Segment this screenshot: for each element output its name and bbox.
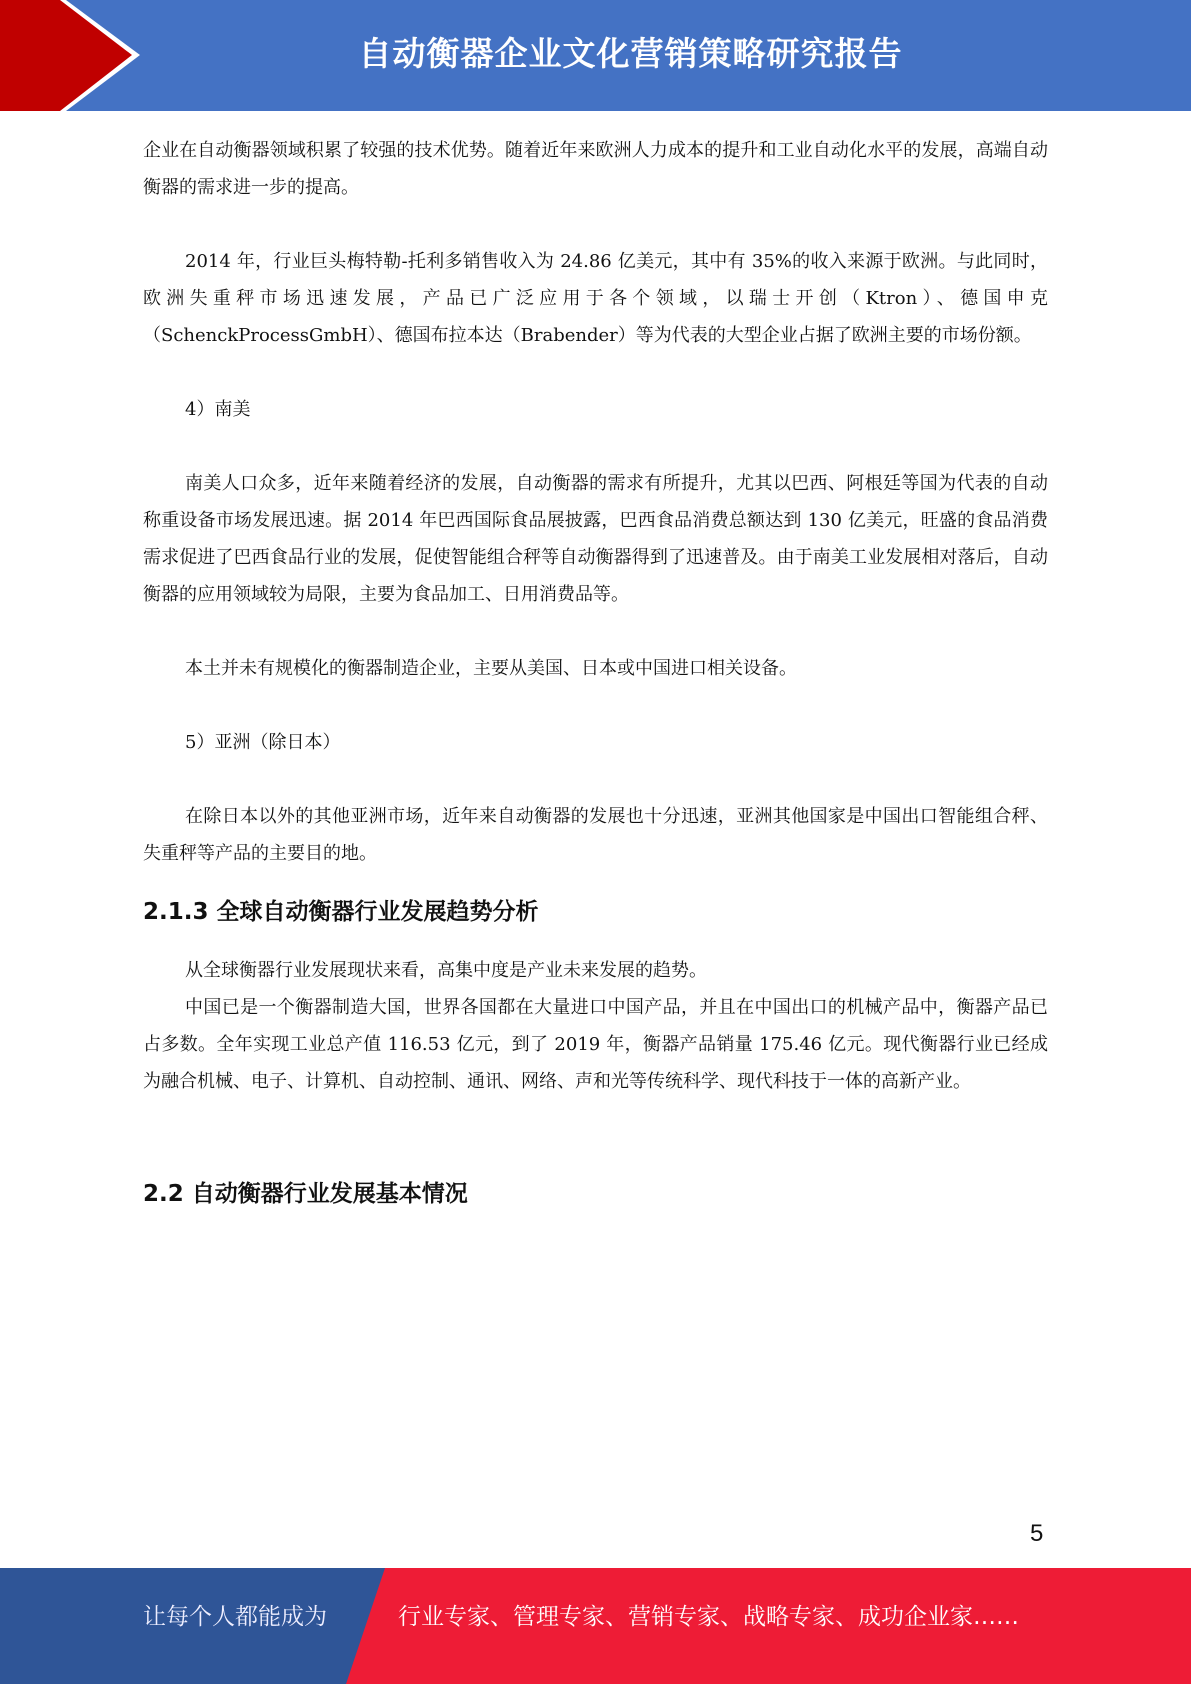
footer-slogan-right: 行业专家、管理专家、营销专家、战略专家、成功企业家…… xyxy=(398,1604,1019,1630)
footer-slogan-left: 让每个人都能成为 xyxy=(143,1604,327,1630)
subheading-south-america: 4）南美 xyxy=(185,399,251,420)
section-heading-2-2: 2.2 自动衡器行业发展基本情况 xyxy=(143,1181,468,1207)
paragraph: 从全球衡器行业发展现状来看，高集中度是产业未来发展的趋势。 xyxy=(185,960,707,981)
page-content xyxy=(143,132,1048,1214)
page-number: 5 xyxy=(1030,1520,1044,1547)
paragraph: 中国已是一个衡器制造大国，世界各国都在大量进口中国产品，并且在中国出口的机械产品中，衡器产品已占多数。全年实现工业总产值 116.53 亿元，到了 2019 年，衡器产品销量 175.46 亿元。现代衡器行业已经成为融合机械、电子、计算机、自动控制、通讯、网络、声和光等传统科学、现代科技于一体的高新产业。 xyxy=(143,997,1048,1092)
page-header xyxy=(0,0,1191,111)
paragraph: 企业在自动衡器领域积累了较强的技术优势。随着近年来欧洲人力成本的提升和工业自动化水平的发展，高端自动衡器的需求进一步的提高。 xyxy=(143,140,1048,198)
paragraph: 在除日本以外的其他亚洲市场，近年来自动衡器的发展也十分迅速，亚洲其他国家是中国出口智能组合秤、失重秤等产品的主要目的地。 xyxy=(143,806,1048,864)
paragraph: 南美人口众多，近年来随着经济的发展，自动衡器的需求有所提升，尤其以巴西、阿根廷等国为代表的自动称重设备市场发展迅速。据 2014 年巴西国际食品展披露，巴西食品消费总额达到 130 亿美元，旺盛的食品消费需求促进了巴西食品行业的发展，促使智能组合秤等自动衡器得到了迅速普及。由于南美工业发展相对落后，自动衡器的应用领域较为局限，主要为食品加工、日用消费品等。 xyxy=(143,473,1048,605)
section-heading-2-1-3: 2.1.3 全球自动衡器行业发展趋势分析 xyxy=(143,899,539,925)
paragraph: 本土并未有规模化的衡器制造企业，主要从美国、日本或中国进口相关设备。 xyxy=(185,658,797,679)
document-title: 自动衡器企业文化营销策略研究报告 xyxy=(358,34,903,73)
paragraph: 2014 年，行业巨头梅特勒-托利多销售收入为 24.86 亿美元，其中有 35%的收入来源于欧洲。与此同时，欧洲失重秤市场迅速发展，产品已广泛应用于各个领域，以瑞士开创（Ktron）、德国申克（SchenckProcessGmbH）、德国布拉本达（Brabender）等为代表的大型企业占据了欧洲主要的市场份额。 xyxy=(143,251,1048,346)
subheading-asia: 5）亚洲（除日本） xyxy=(185,732,341,753)
